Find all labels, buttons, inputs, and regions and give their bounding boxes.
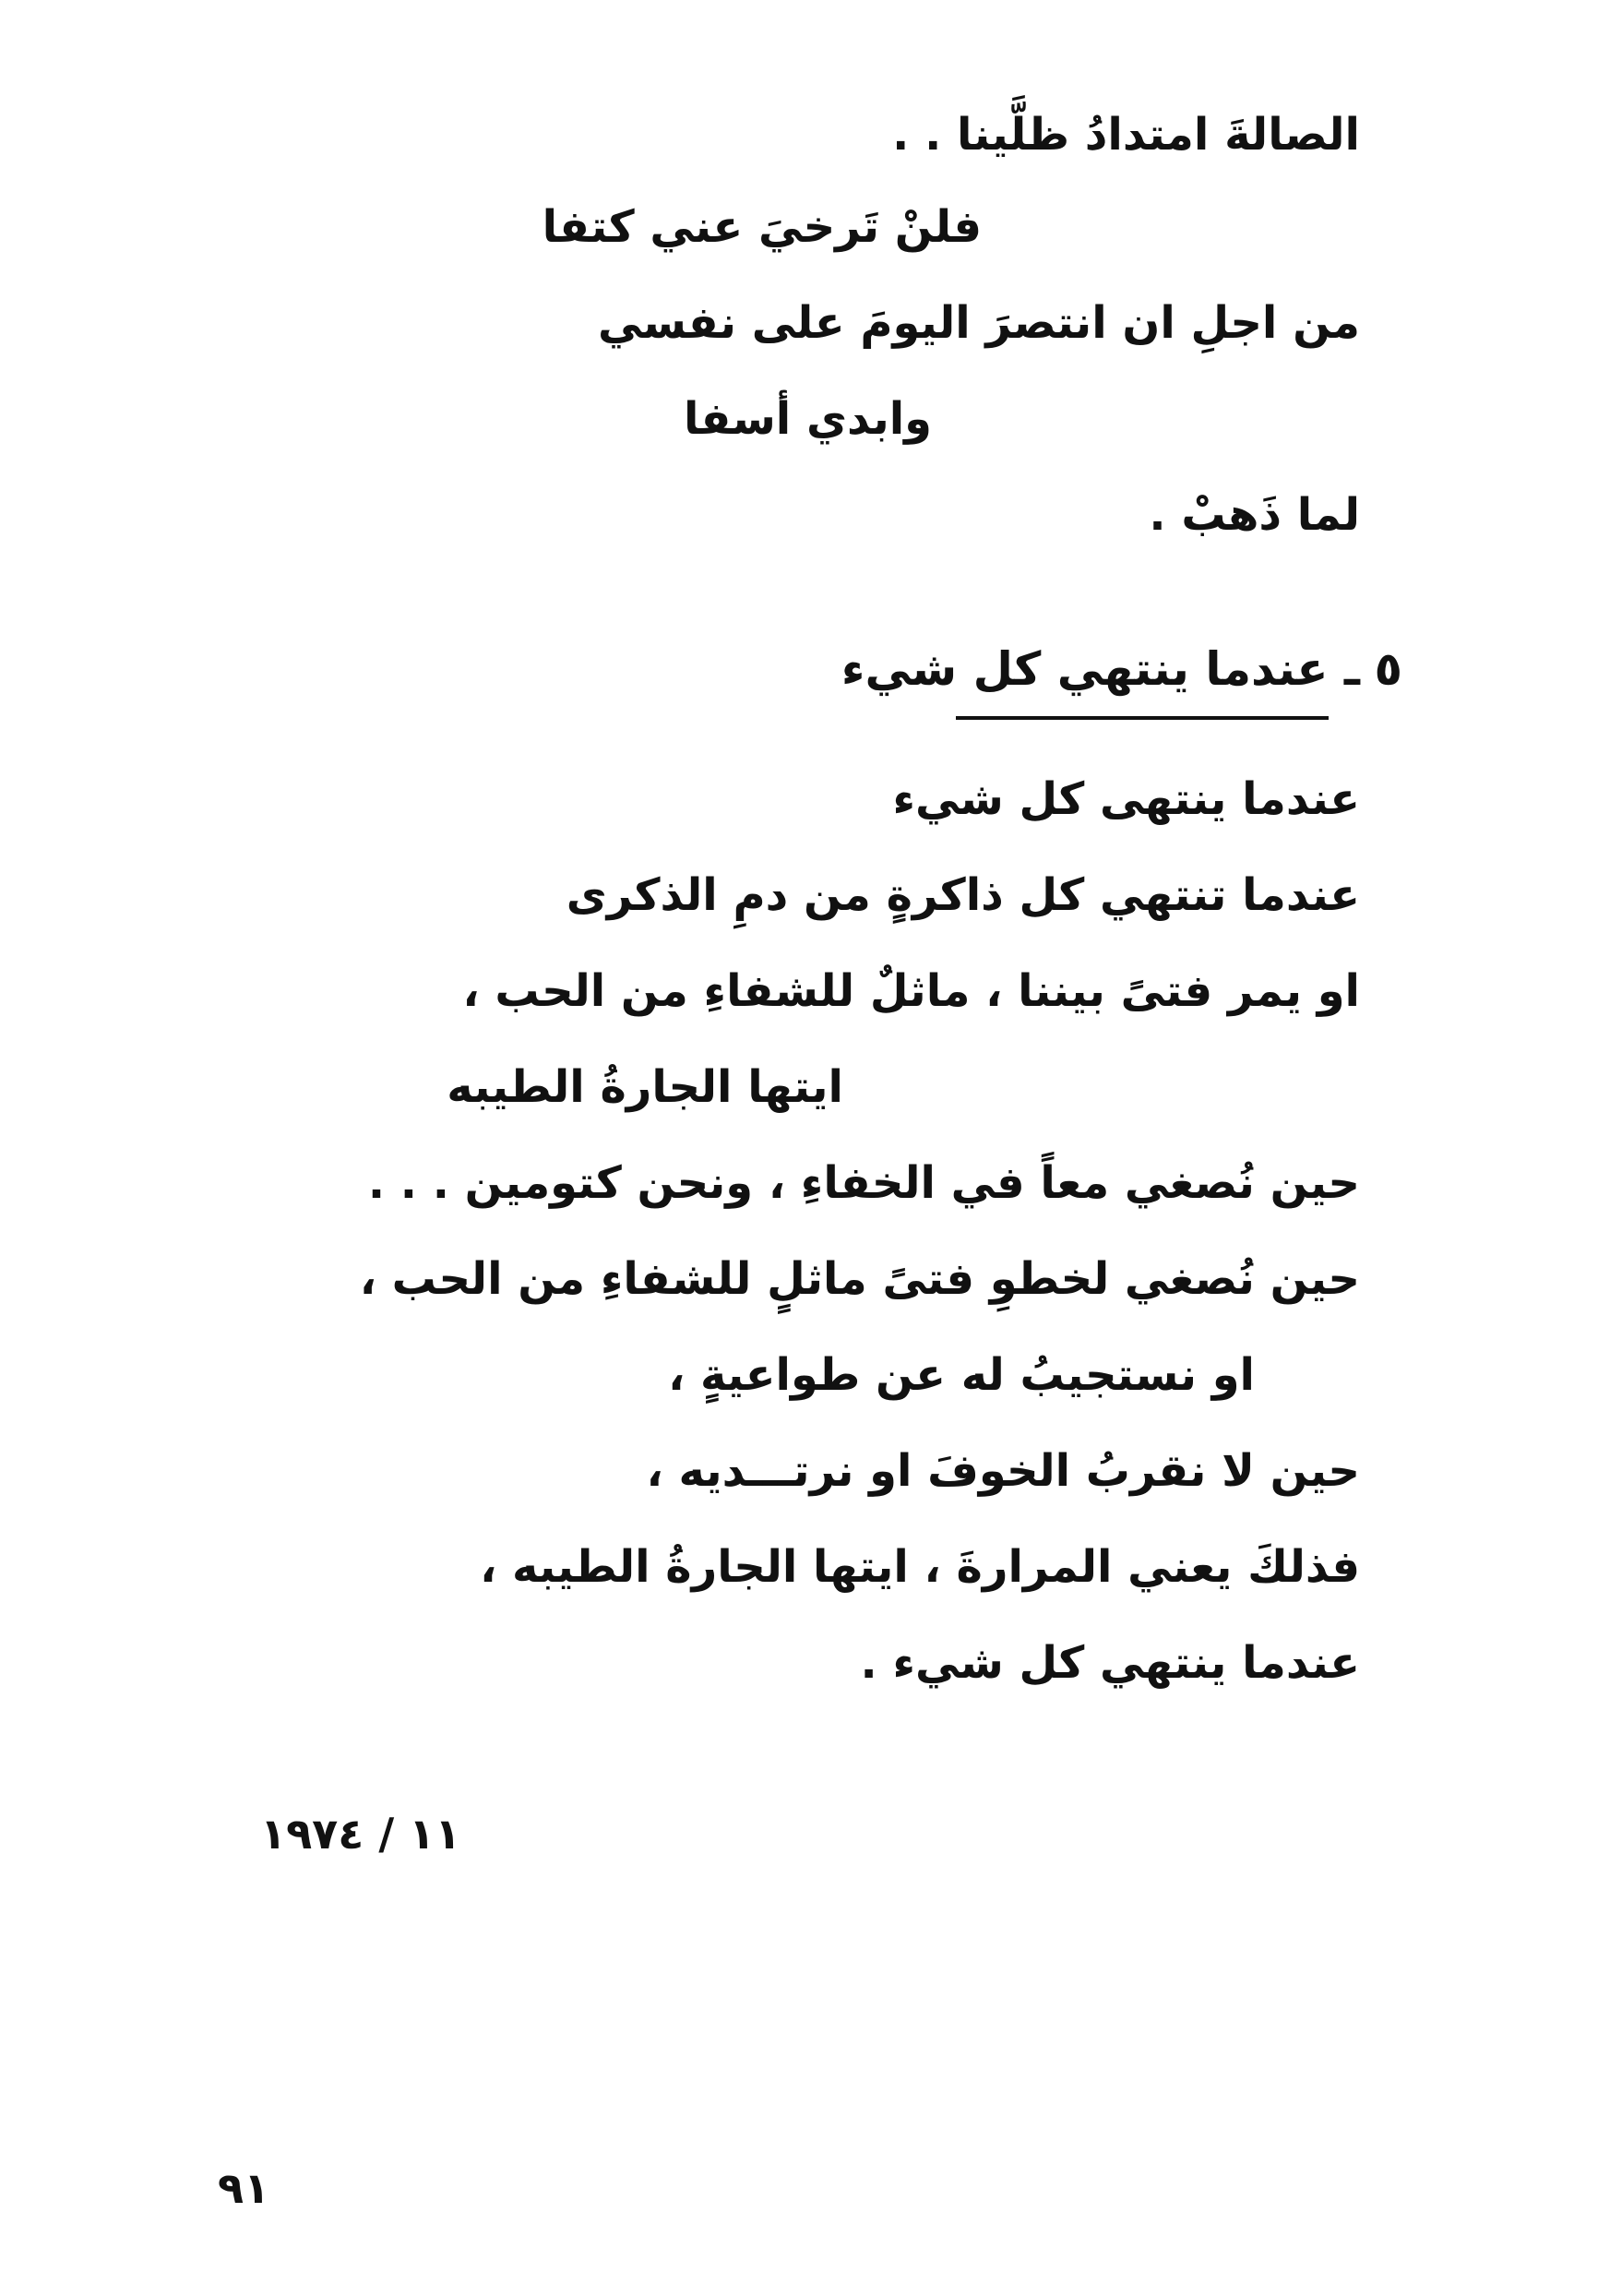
poem-date: ١١ / ١٩٧٤ bbox=[260, 1809, 461, 1859]
poem-line: عندما ينتهي كل شيء . bbox=[860, 1637, 1360, 1689]
section-title: ـ عندما ينتهي كل شيء bbox=[841, 642, 1360, 696]
poem-line: فذلكَ يعني المرارةَ ، ايتها الجارةُ الطيبه ، bbox=[480, 1541, 1360, 1593]
poem-line: حين نُصغي لخطوِ فتىً ماثلٍ للشفاءِ من الحب ، bbox=[359, 1253, 1360, 1305]
poem-line: عندما تنتهي كل ذاكرةٍ من دمِ الذكرى bbox=[566, 869, 1360, 921]
poem-line: حين لا نقربُ الخوفَ او نرتـــديه ، bbox=[646, 1445, 1360, 1497]
poem-line: او نستجيبُ له عن طواعيةٍ ، bbox=[668, 1349, 1255, 1401]
poem-line: حين نُصغي معاً في الخفاءِ ، ونحن كتومين . . . bbox=[367, 1157, 1360, 1209]
poem-line: ايتها الجارةُ الطيبه bbox=[447, 1061, 843, 1113]
poem-line: الصالةَ امتدادُ ظلَّينا . . bbox=[892, 109, 1360, 161]
poem-line: لما ذَهبْ . bbox=[1149, 489, 1360, 541]
poem-line: او يمر فتىً بيننا ، ماثلٌ للشفاءِ من الحب ، bbox=[462, 965, 1360, 1017]
poem-line: وابدي أسفا bbox=[684, 393, 932, 445]
page-number: ٩١ bbox=[218, 2163, 270, 2213]
heading-underline bbox=[956, 716, 1329, 720]
poem-line: فلنْ تَرخيَ عني كتفا bbox=[542, 201, 982, 253]
poem-line: من اجلِ ان انتصرَ اليومَ على نفسي bbox=[598, 297, 1360, 349]
poem-line: عندما ينتهى كل شيء bbox=[892, 773, 1360, 825]
section-number: ٥ bbox=[1374, 642, 1402, 696]
